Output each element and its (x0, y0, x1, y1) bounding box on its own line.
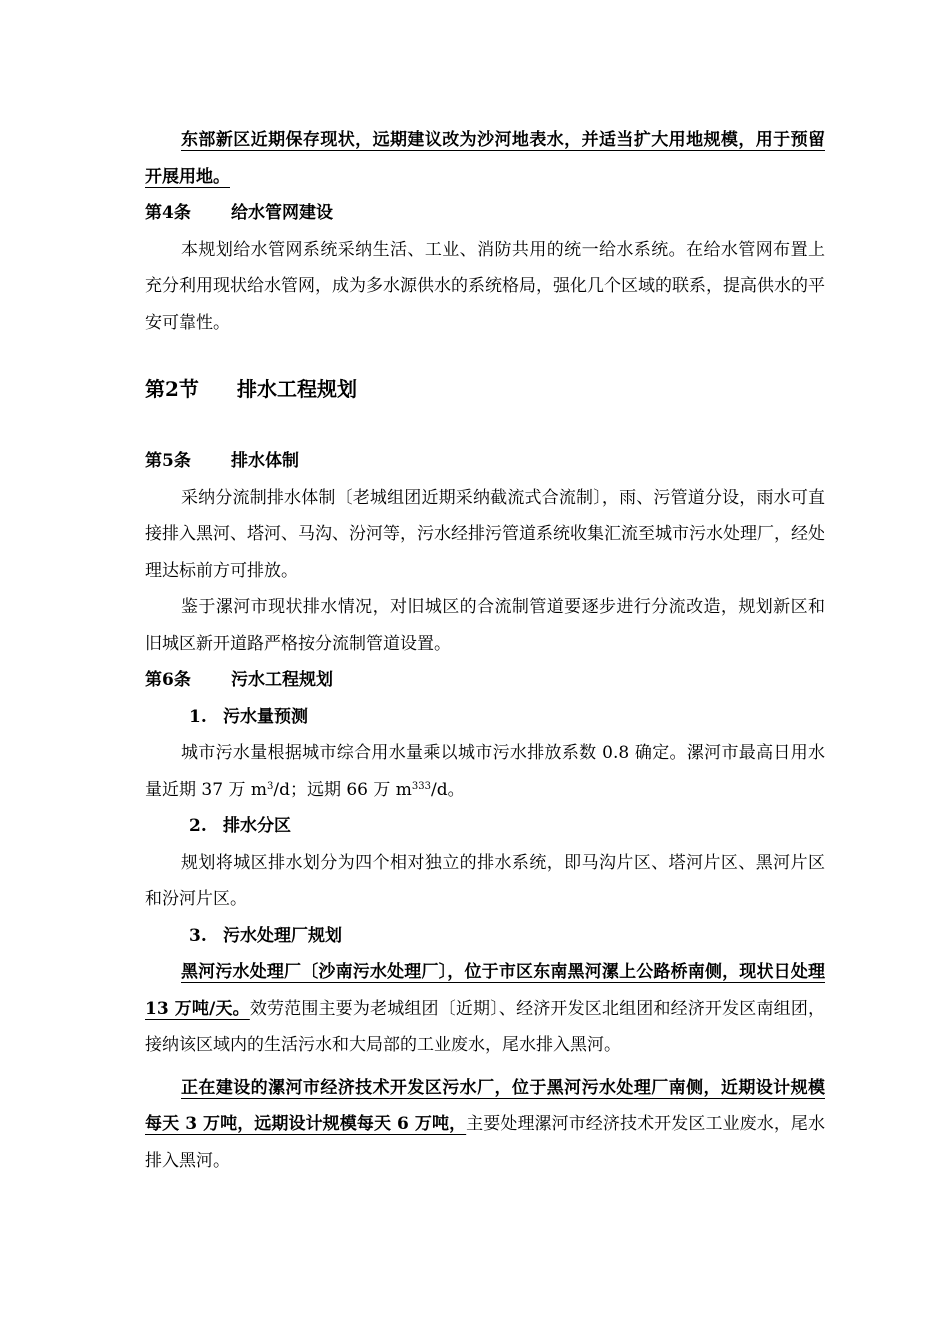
superscript: 3 (266, 780, 274, 792)
item-title: 污水量预测 (223, 706, 308, 727)
text-segment: /d；远期 66 万 m (273, 779, 412, 800)
text-segment: /d。 (431, 779, 465, 800)
item-number: 2. (189, 816, 207, 836)
article-number: 第4条 (145, 203, 191, 223)
underlined-text: 黑河污水处理厂〔沙南污水处理厂〕，位于市区东南黑河漯上公路桥南侧，现状日处理 13 万吨/天。 (145, 962, 825, 1019)
item-2-heading (145, 808, 825, 845)
article-number: 第5条 (145, 451, 191, 471)
plain-text: 主要处理漯河市经济技术开发区工业废水，尾水排入黑河。 (145, 1114, 825, 1171)
item-1-heading (145, 699, 825, 736)
underlined-text: 正在建设的漯河市经济技术开发区污水厂，位于黑河污水处理厂南侧，近期设计规模每天 3 万吨，远期设计规模每天 6 万吨， (145, 1077, 825, 1134)
paragraph-drainage-zones: 规划将城区排水划分为四个相对独立的排水系统，即马沟片区、塔河片区、黑河片区和汾河片区。 (145, 852, 825, 909)
item-3-heading (145, 918, 825, 955)
underlined-text: 东部新区近期保存现状，远期建议改为沙河地表水，并适当扩大用地规模，用于预留开展用地。 (145, 130, 825, 187)
article-title: 污水工程规划 (231, 670, 333, 690)
article-4-heading (145, 195, 825, 232)
section-title: 排水工程规划 (237, 377, 357, 401)
item-title: 排水分区 (223, 816, 291, 836)
paragraph-water-network: 本规划给水管网系统采纳生活、工业、消防共用的统一给水系统。在给水管网布置上充分利用现状给水管网，成为多水源供水的系统格局，强化几个区域的联系，提高供水的平安可靠性。 (145, 239, 825, 333)
paragraph-development-zone-plant (145, 1070, 825, 1180)
paragraph-sewage-forecast (145, 735, 825, 808)
article-number: 第6条 (145, 670, 191, 690)
paragraph-eastern-district (145, 122, 825, 195)
section-2-heading (145, 371, 825, 407)
section-number: 第2节 (145, 377, 199, 401)
plain-text: 效劳范围主要为老城组团〔近期〕、经济开发区北组团和经济开发区南组团，接纳该区域内的生活污水和大局部的工业废水，尾水排入黑河。 (145, 998, 825, 1055)
paragraph-heihe-plant (145, 954, 825, 1064)
article-5-heading (145, 443, 825, 480)
item-number: 3. (189, 925, 207, 946)
text-segment: 城市污水量根据城市综合用水量乘以城市污水排放系数 0.8 确定。漯河市最高日用水量近期 37 万 m (145, 743, 825, 800)
superscript: 333 (411, 780, 432, 792)
paragraph-drainage-system: 采纳分流制排水体制〔老城组团近期采纳截流式合流制〕，雨、污管道分设，雨水可直接排入黑河、塔河、马沟、汾河等，污水经排污管道系统收集汇流至城市污水处理厂，经处理达标前方可排放。 (145, 487, 825, 581)
article-title: 给水管网建设 (231, 203, 333, 223)
paragraph-old-city-drainage: 鉴于漯河市现状排水情况，对旧城区的合流制管道要逐步进行分流改造，规划新区和旧城区新开道路严格按分流制管道设置。 (145, 597, 825, 654)
article-6-heading (145, 662, 825, 699)
article-title: 排水体制 (231, 451, 299, 471)
item-number: 1. (189, 706, 207, 727)
item-title: 污水处理厂规划 (223, 925, 342, 946)
document-body (145, 122, 825, 1179)
